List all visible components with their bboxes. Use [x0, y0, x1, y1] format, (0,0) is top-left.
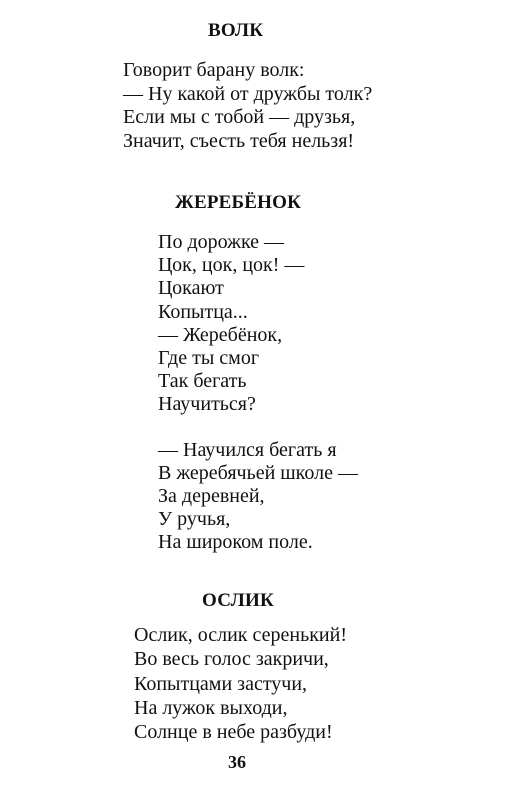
poem-line: — Жеребёнок,: [158, 323, 283, 346]
page-number: 36: [228, 752, 246, 772]
poem-line: На широком поле.: [158, 531, 313, 554]
poem-title-volk: ВОЛК: [208, 20, 264, 41]
poem-line: Научиться?: [158, 393, 256, 416]
poem-line: Где ты смог: [158, 346, 260, 369]
poem-line: В жеребячьей школе —: [158, 461, 358, 484]
poem-line: Говорит барану волк:: [123, 59, 305, 81]
poem-line: По дорожке —: [158, 231, 285, 253]
poem-line: Так бегать: [158, 370, 247, 393]
poem-zherebyonok-text: [158, 231, 358, 554]
poem-line: Копытца...: [158, 300, 248, 323]
poem-line: На лужок выходи,: [134, 696, 288, 719]
poem-title-oslik: ОСЛИК: [202, 590, 274, 611]
poem-line: Копытцами застучи,: [134, 672, 308, 695]
poem-line: За деревней,: [158, 484, 265, 507]
poem-line: Если мы с тобой — друзья,: [123, 106, 356, 128]
poem-line: Значит, съесть тебя нельзя!: [123, 129, 355, 152]
stanza-gap: [158, 417, 358, 439]
poem-line: У ручья,: [158, 508, 231, 531]
poem-line: Солнце в небе разбуди!: [134, 721, 333, 744]
poem-line: Во весь голос закричи,: [134, 648, 329, 671]
poem-line: — Ну какой от дружбы толк?: [123, 82, 373, 105]
poem-line: Ослик, ослик серенький!: [134, 624, 347, 646]
poem-line: Цок, цок, цок! —: [158, 254, 305, 277]
poem-line: — Научился бегать я: [158, 438, 337, 461]
poem-oslik-text: [134, 623, 347, 744]
poem-line: Цокают: [158, 277, 224, 300]
poem-title-zherebyonok: ЖЕРЕБЁНОК: [175, 192, 302, 213]
poem-volk-text: [123, 59, 372, 153]
